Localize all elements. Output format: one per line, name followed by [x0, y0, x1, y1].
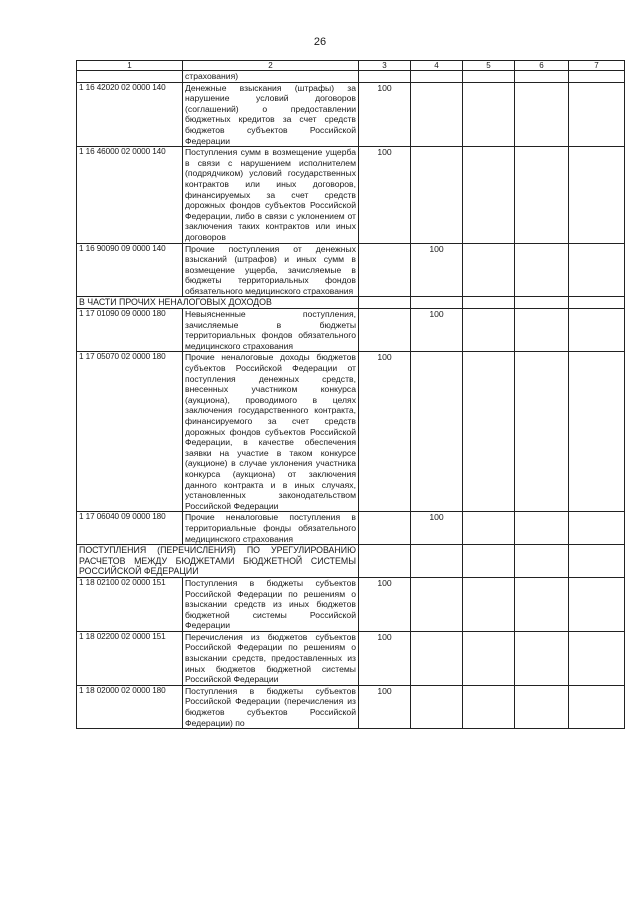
value-col-3: 100: [359, 147, 411, 243]
value-col-4: [411, 82, 463, 147]
value-col-5: [463, 71, 515, 83]
table-row: [77, 147, 625, 243]
budget-code: 1 16 42020 02 0000 140: [77, 82, 183, 147]
table-row: [77, 512, 625, 545]
value-col-3: [359, 512, 411, 545]
revenue-name: Прочие неналоговые доходы бюджетов субъектов Российской Федерации от поступления денежных средств, внесенных участником конкурса (аукциона), проводимого в целях заключения государственного контракта, финансируемого за счет средств дорожных фондов субъектов Российской Федерации, в качестве обеспечения заявки на участие в таком конкурсе (аукционе) в случае уклонения участника конкурса (аукциона) от заключения данного контракта и в иных случаях, установленных законодательством Российской Федерации: [183, 352, 359, 512]
value-col-6: [515, 147, 569, 243]
value-col-7: [569, 82, 625, 147]
value-col-4: [411, 545, 463, 578]
value-col-6: [515, 685, 569, 728]
value-col-5: [463, 512, 515, 545]
value-col-5: [463, 82, 515, 147]
value-col-5: [463, 147, 515, 243]
header-col-7: 7: [569, 61, 625, 71]
value-col-6: [515, 512, 569, 545]
value-col-7: [569, 512, 625, 545]
value-col-6: [515, 82, 569, 147]
table-row: [77, 71, 625, 83]
table-row: [77, 309, 625, 352]
revenue-name: Невыясненные поступления, зачисляемые в бюджеты территориальных фондов обязательного медицинского страхования: [183, 309, 359, 352]
header-col-5: 5: [463, 61, 515, 71]
value-col-4: 100: [411, 512, 463, 545]
revenue-name: Поступления сумм в возмещение ущерба в связи с нарушением исполнителем (подрядчиком) условий государственных контрактов или иных договоров, финансируемых за счет средств дорожных фондов субъектов Российской Федерации, либо в связи с уклонением от заключения таких контрактов или иных договоров: [183, 147, 359, 243]
value-col-6: [515, 631, 569, 685]
revenue-name: Перечисления из бюджетов субъектов Российской Федерации по решениям о взыскании средств, предоставленных из иных бюджетов бюджетной системы Российской Федерации: [183, 631, 359, 685]
revenue-name: Прочие поступления от денежных взысканий (штрафов) и иных сумм в возмещение ущерба, зачисляемые в бюджеты территориальных фондов обязательного медицинского страхования: [183, 243, 359, 297]
value-col-7: [569, 545, 625, 578]
value-col-7: [569, 352, 625, 512]
value-col-7: [569, 309, 625, 352]
value-col-3: [359, 71, 411, 83]
value-col-6: [515, 243, 569, 297]
table-header-row: [77, 61, 625, 71]
value-col-3: 100: [359, 352, 411, 512]
budget-code: 1 17 01090 09 0000 180: [77, 309, 183, 352]
header-col-4: 4: [411, 61, 463, 71]
value-col-3: [359, 309, 411, 352]
value-col-4: [411, 685, 463, 728]
value-col-4: 100: [411, 309, 463, 352]
section-heading: В ЧАСТИ ПРОЧИХ НЕНАЛОГОВЫХ ДОХОДОВ: [77, 297, 359, 309]
budget-code: [77, 71, 183, 83]
value-col-5: [463, 545, 515, 578]
value-col-3: 100: [359, 577, 411, 631]
header-col-2: 2: [183, 61, 359, 71]
table-row: [77, 577, 625, 631]
value-col-5: [463, 685, 515, 728]
budget-code: 1 17 06040 09 0000 180: [77, 512, 183, 545]
value-col-6: [515, 297, 569, 309]
value-col-4: 100: [411, 243, 463, 297]
revenue-name: Поступления в бюджеты субъектов Российской Федерации по решениям о взыскании средств из иных бюджетов бюджетной системы Российской Федерации: [183, 577, 359, 631]
budget-code: 1 16 46000 02 0000 140: [77, 147, 183, 243]
budget-code: 1 18 02100 02 0000 151: [77, 577, 183, 631]
value-col-4: [411, 297, 463, 309]
value-col-6: [515, 577, 569, 631]
value-col-3: [359, 297, 411, 309]
value-col-4: [411, 352, 463, 512]
table-row: [77, 685, 625, 728]
section-row: [77, 545, 625, 578]
header-col-3: 3: [359, 61, 411, 71]
value-col-7: [569, 577, 625, 631]
section-heading: ПОСТУПЛЕНИЯ (ПЕРЕЧИСЛЕНИЯ) ПО УРЕГУЛИРОВАНИЮ РАСЧЕТОВ МЕЖДУ БЮДЖЕТАМИ БЮДЖЕТНОЙ СИСТЕМЫ РОССИЙСКОЙ ФЕДЕРАЦИИ: [77, 545, 359, 578]
revenue-name: страхования): [183, 71, 359, 83]
value-col-6: [515, 71, 569, 83]
value-col-7: [569, 71, 625, 83]
revenue-name: Поступления в бюджеты субъектов Российской Федерации (перечисления из бюджетов субъектов Российской Федерации) по: [183, 685, 359, 728]
revenue-name: Прочие неналоговые поступления в территориальные фонды обязательного медицинского страхования: [183, 512, 359, 545]
table-row: [77, 631, 625, 685]
budget-code: 1 17 05070 02 0000 180: [77, 352, 183, 512]
value-col-5: [463, 243, 515, 297]
value-col-3: 100: [359, 82, 411, 147]
budget-classification-table: [76, 60, 625, 729]
value-col-7: [569, 631, 625, 685]
value-col-5: [463, 309, 515, 352]
value-col-5: [463, 631, 515, 685]
value-col-4: [411, 631, 463, 685]
value-col-7: [569, 147, 625, 243]
value-col-7: [569, 243, 625, 297]
table-row: [77, 352, 625, 512]
table-row: [77, 82, 625, 147]
value-col-6: [515, 545, 569, 578]
section-row: [77, 297, 625, 309]
value-col-3: 100: [359, 631, 411, 685]
budget-code: 1 16 90090 09 0000 140: [77, 243, 183, 297]
budget-code: 1 18 02000 02 0000 180: [77, 685, 183, 728]
value-col-3: [359, 243, 411, 297]
table-row: [77, 243, 625, 297]
header-col-6: 6: [515, 61, 569, 71]
value-col-7: [569, 685, 625, 728]
value-col-7: [569, 297, 625, 309]
value-col-4: [411, 147, 463, 243]
revenue-name: Денежные взыскания (штрафы) за нарушение условий договоров (соглашений) о предоставлении бюджетных кредитов за счет средств бюджетов субъектов Российской Федерации: [183, 82, 359, 147]
value-col-3: [359, 545, 411, 578]
value-col-5: [463, 577, 515, 631]
value-col-5: [463, 352, 515, 512]
value-col-6: [515, 309, 569, 352]
header-col-1: 1: [77, 61, 183, 71]
value-col-3: 100: [359, 685, 411, 728]
value-col-4: [411, 577, 463, 631]
value-col-4: [411, 71, 463, 83]
page-number: 26: [313, 36, 327, 48]
value-col-6: [515, 352, 569, 512]
value-col-5: [463, 297, 515, 309]
budget-code: 1 18 02200 02 0000 151: [77, 631, 183, 685]
